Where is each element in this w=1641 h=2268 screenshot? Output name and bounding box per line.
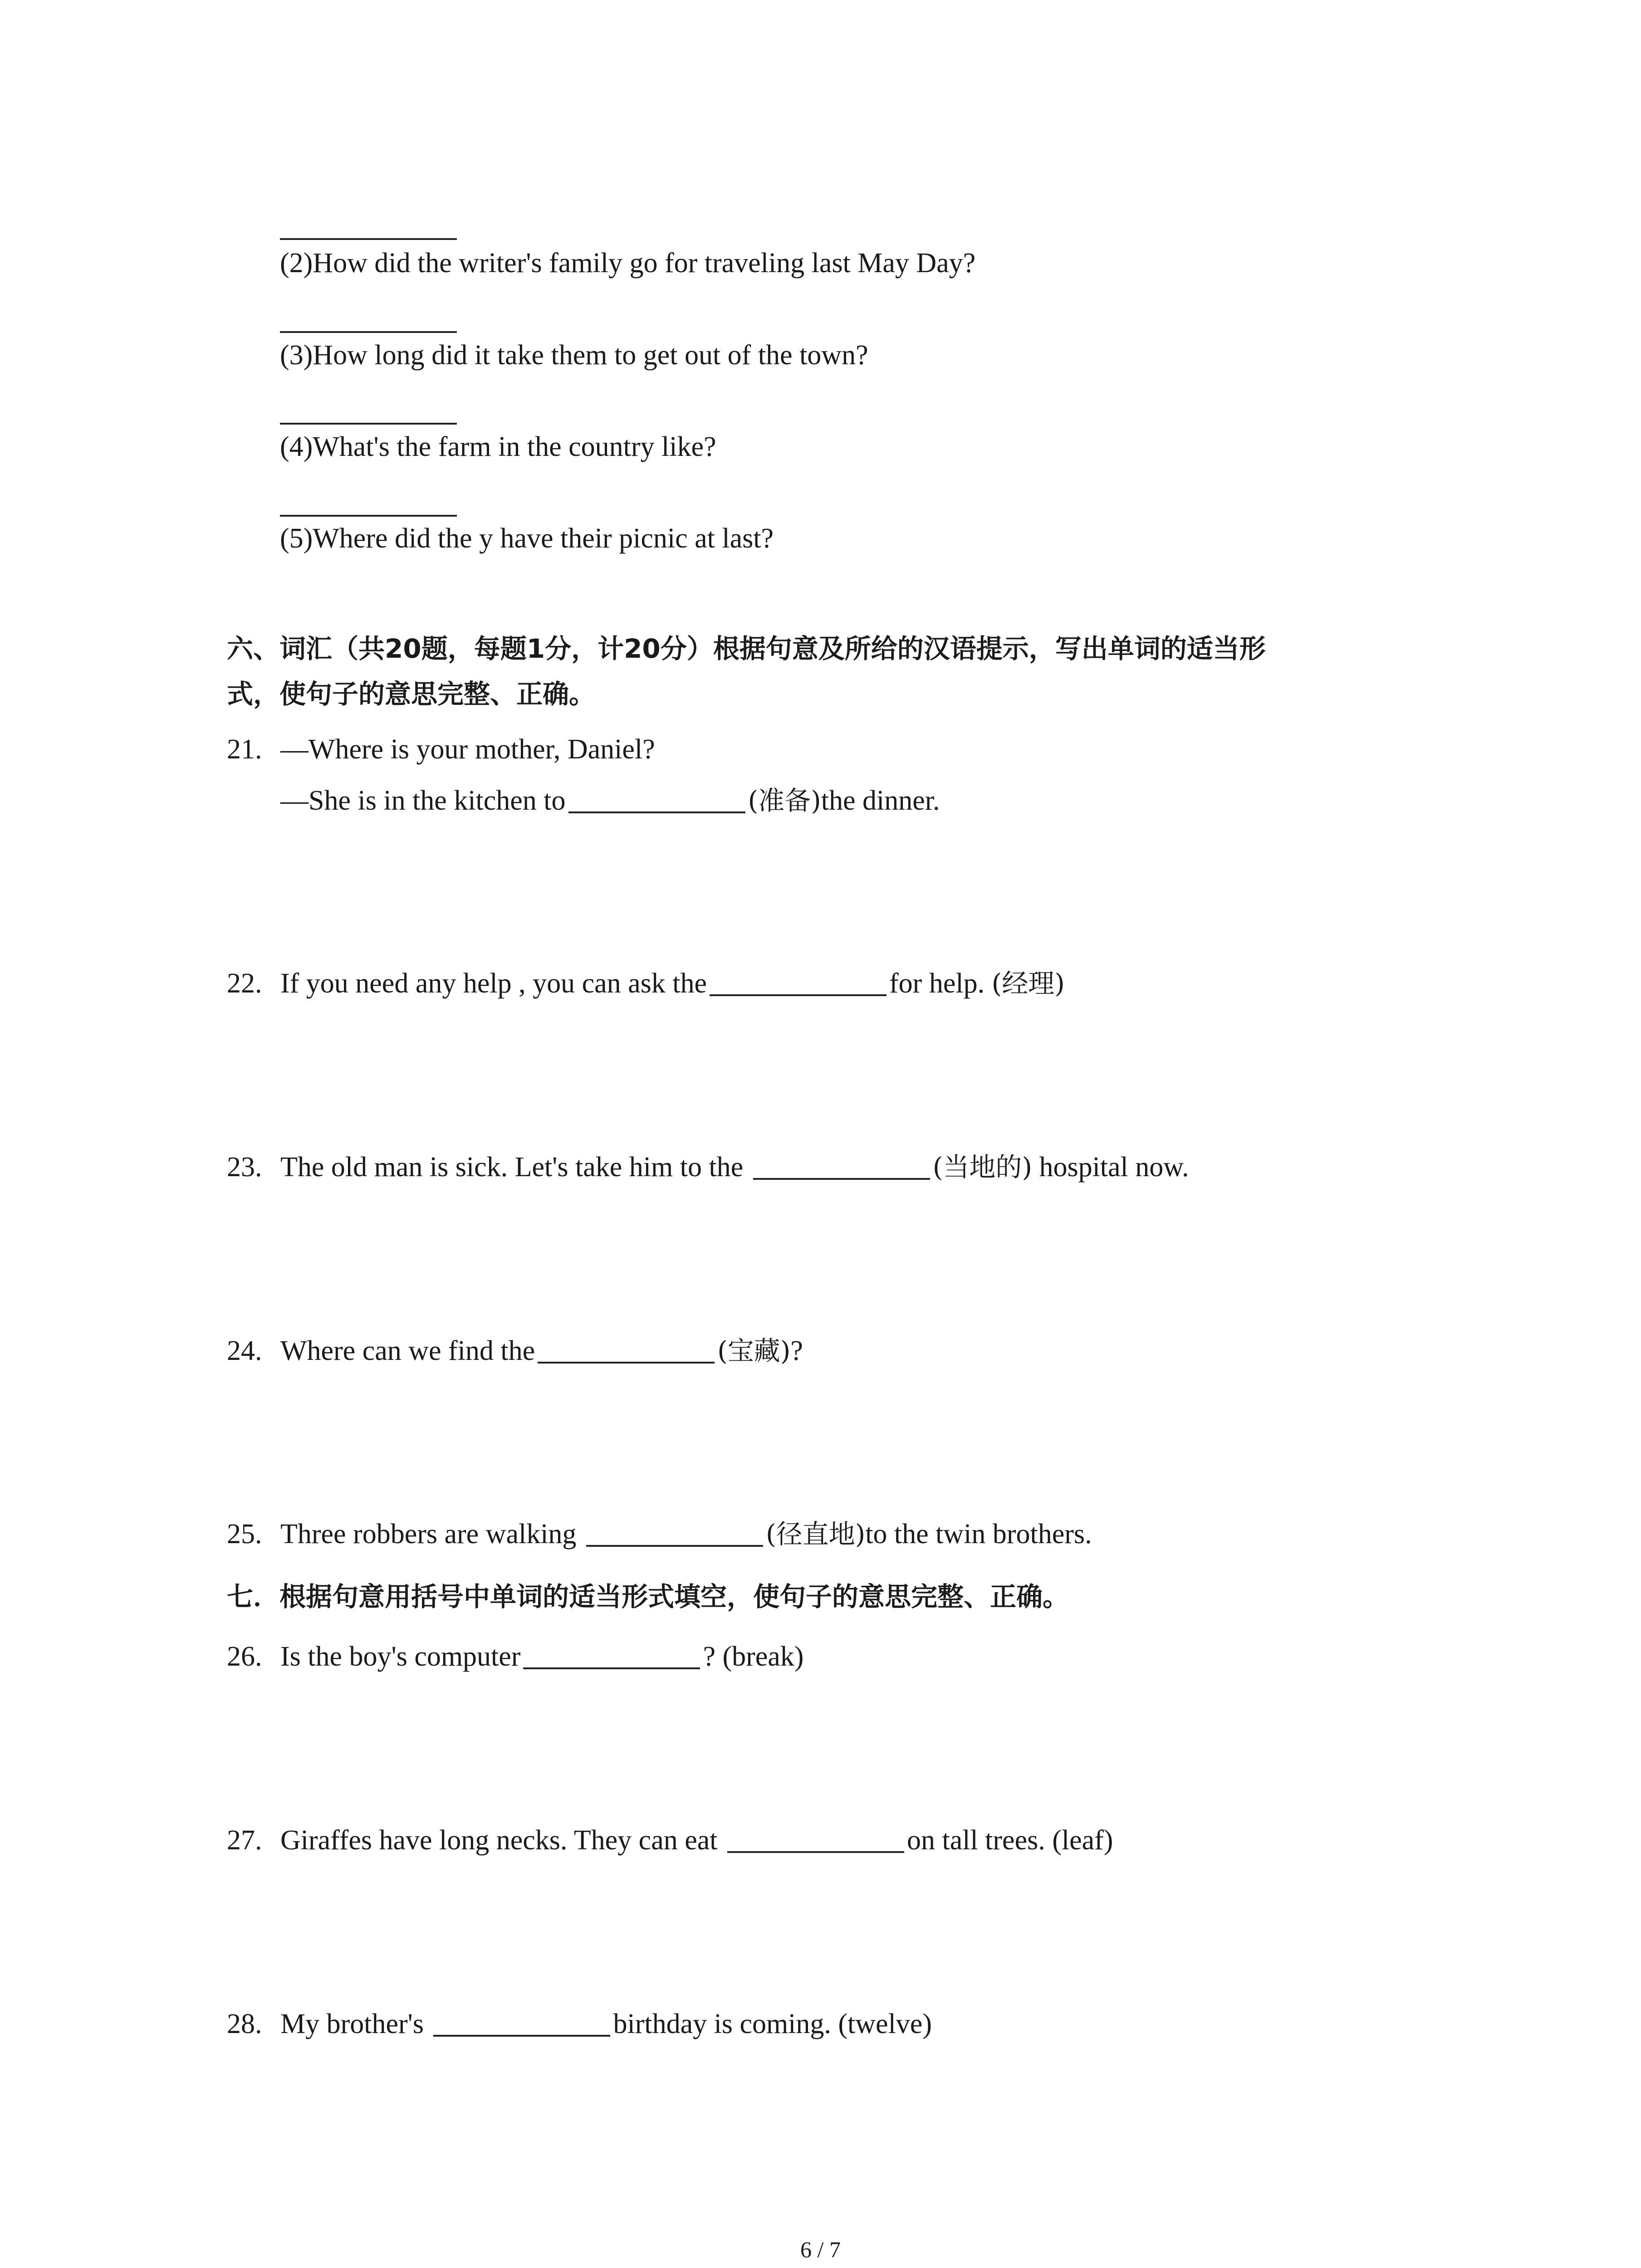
answer-line[interactable] (280, 331, 457, 333)
question-24 (227, 1333, 803, 1369)
answer-line[interactable] (280, 515, 457, 517)
chinese-hint: (宝藏) (717, 1335, 791, 1366)
question-text: ? (break) (703, 1641, 804, 1672)
question-28 (227, 2006, 932, 2042)
question-26 (227, 1638, 803, 1675)
question-number: 27. (227, 1825, 262, 1856)
question-25 (227, 1516, 1092, 1552)
answer-blank[interactable] (568, 786, 745, 813)
question-23 (227, 1149, 1189, 1185)
question-text: My brother's (280, 2009, 424, 2039)
question-text: Where can we find the (280, 1335, 535, 1366)
page-number: 6 / 7 (800, 2237, 841, 2262)
question-text: —She is in the kitchen to (280, 785, 566, 816)
answer-blank[interactable] (727, 1826, 904, 1853)
question-21-line1 (227, 731, 655, 767)
answer-blank[interactable] (586, 1520, 763, 1547)
question-text: hospital now. (1039, 1152, 1189, 1183)
question-text: ? (790, 1335, 803, 1366)
question-number: 26. (227, 1641, 262, 1672)
question-text: Is the boy's computer (280, 1641, 521, 1672)
section7-heading: 七．根据句意用括号中单词的适当形式填空，使句子的意思完整、正确。 (227, 1581, 1069, 1612)
chinese-hint: (准备) (748, 785, 821, 816)
question-text: Giraffes have long necks. They can eat (280, 1825, 718, 1856)
sub-question: (2)How did the writer's family go for traveling last May Day? (280, 248, 976, 279)
answer-blank[interactable] (710, 969, 887, 996)
answer-line[interactable] (280, 238, 457, 240)
question-text: the dinner. (821, 785, 940, 816)
question-number: 25. (227, 1519, 262, 1549)
question-27 (227, 1822, 1113, 1858)
question-number: 28. (227, 2009, 262, 2039)
section6-heading-line2: 式，使句子的意思完整、正确。 (227, 679, 596, 709)
question-number: 22. (227, 968, 262, 999)
section6-heading-line1: 六、词汇（共20题，每题1分，计20分）根据句意及所给的汉语提示，写出单词的适当形 (227, 633, 1266, 664)
answer-blank[interactable] (538, 1336, 715, 1364)
question-text: on tall trees. (leaf) (906, 1825, 1113, 1856)
chinese-hint: (径直地) (765, 1519, 866, 1549)
question-number: 24. (227, 1335, 262, 1366)
question-text: for help. (889, 968, 985, 999)
question-number: 21. (227, 734, 262, 765)
sub-question: (4)What's the farm in the country like? (280, 431, 716, 462)
chinese-hint: (经理) (991, 968, 1065, 999)
answer-line[interactable] (280, 423, 457, 425)
sub-question: (3)How long did it take them to get out of the town? (280, 340, 868, 371)
answer-blank[interactable] (753, 1153, 930, 1180)
question-22 (227, 965, 1065, 1002)
question-text: birthday is coming. (twelve) (613, 2009, 932, 2039)
answer-blank[interactable] (433, 2009, 610, 2037)
question-text: —Where is your mother, Daniel? (280, 734, 655, 765)
question-text: The old man is sick. Let's take him to the (280, 1152, 744, 1183)
answer-blank[interactable] (523, 1642, 700, 1669)
question-21-line2 (280, 782, 940, 819)
question-text: Three robbers are walking (280, 1519, 577, 1549)
question-number: 23. (227, 1152, 262, 1183)
chinese-hint: (当地的) (932, 1152, 1032, 1183)
sub-question: (5)Where did the y have their picnic at last? (280, 523, 774, 554)
question-text: to the twin brothers. (865, 1519, 1092, 1549)
question-text: If you need any help , you can ask the (280, 968, 707, 999)
